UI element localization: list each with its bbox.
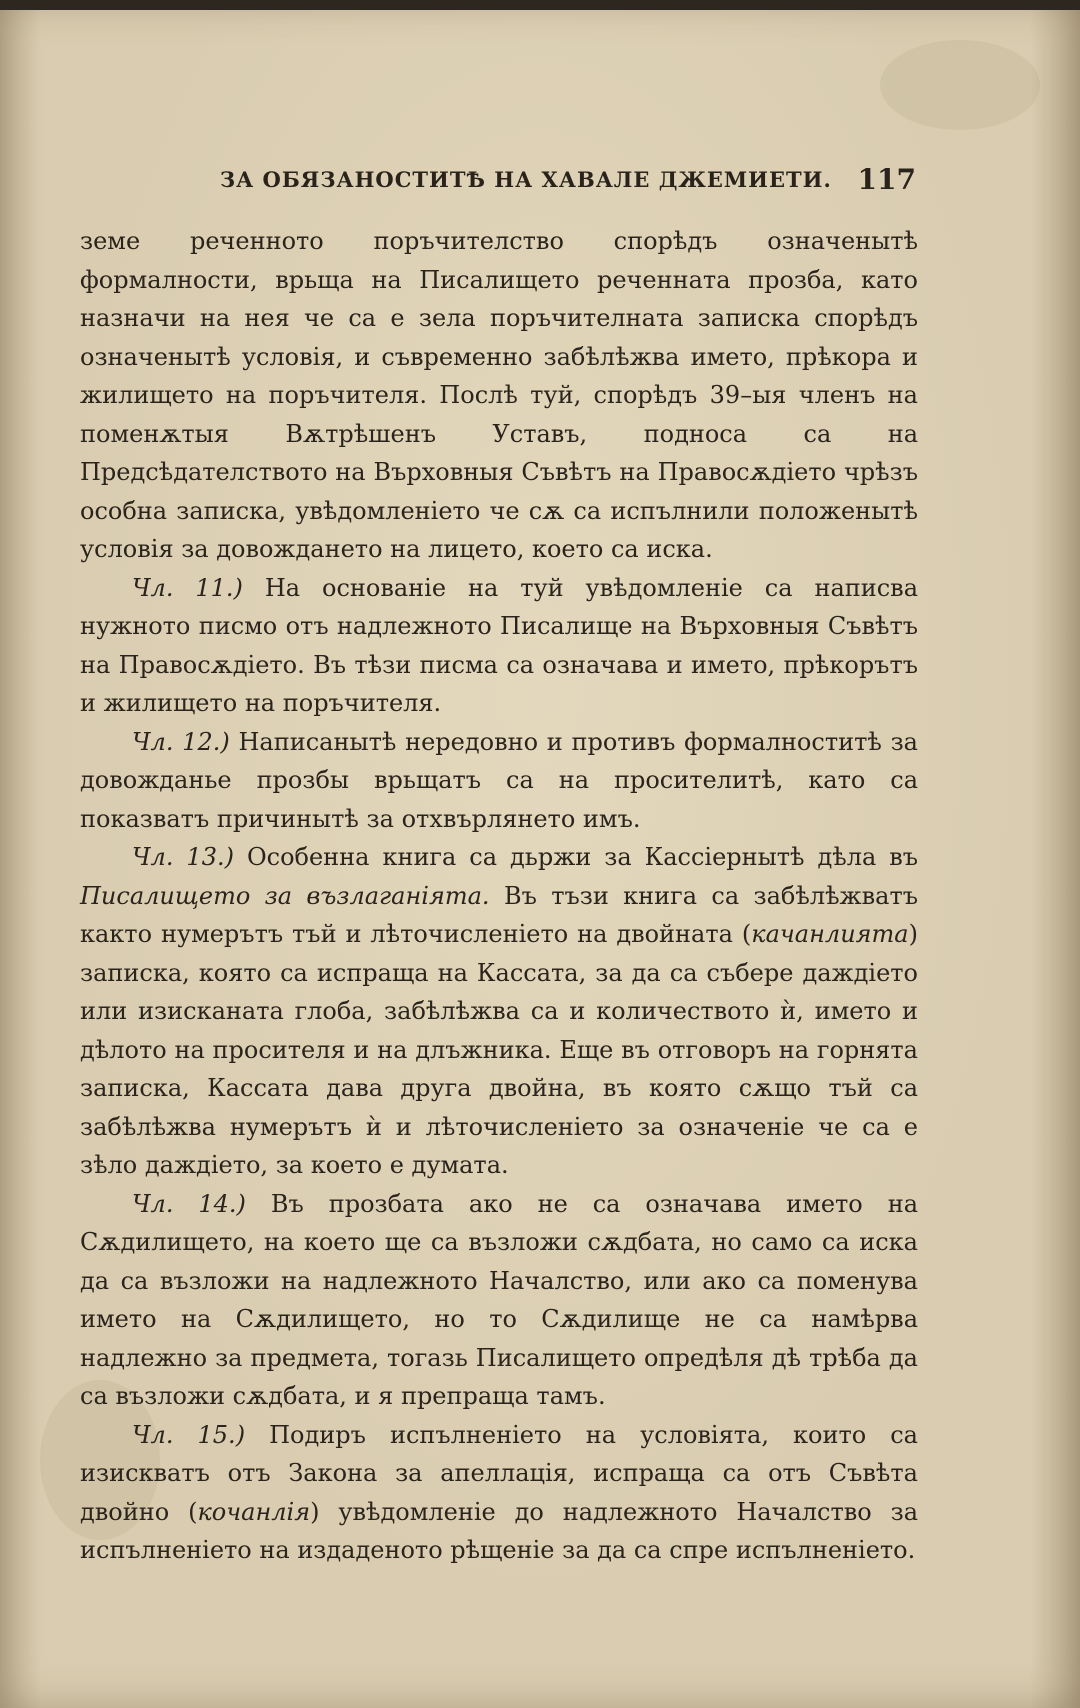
body-text: [80, 222, 918, 1570]
article-13: [80, 838, 918, 1185]
article-14: [80, 1185, 918, 1416]
article-text: Особенна книга са дьржи за Кассіернытѣ дѣла въ: [246, 843, 919, 871]
paragraph-continuation: [80, 222, 918, 569]
article-label: Чл. 14.): [132, 1189, 246, 1218]
article-12: [80, 723, 918, 839]
article-text: Написанытѣ нередовно и противъ формалноститѣ за довожданье прозбы врьщатъ са на просителитѣ, като са показватъ причинытѣ за отхвърлянето имъ.: [80, 727, 918, 833]
article-text: Въ тъзи книга са забѣлѣжватъ както нумерътъ тъй и лѣточисленіето на двойната (: [80, 881, 918, 948]
article-label: Чл. 11.): [132, 573, 243, 602]
article-15: [80, 1416, 918, 1570]
article-11: [80, 569, 918, 723]
article-label: Чл. 15.): [132, 1420, 246, 1449]
article-text: ) записка, която са испраща на Кассата, за да са събере даждіето или изисканата глоба, забѣлѣжва са и количеството ѝ, името и дѣлото на просителя и на длъжника. Еще въ отговоръ на горнята записка, Кассата дава друга двойна, въ която сѫщо тъй са забѣлѣжва нумерътъ ѝ и лѣточисленіето за означеніе че са е зѣло даждіето, за което е думата.: [80, 920, 918, 1179]
article-text: Подиръ испълненіето на условіята, които са изискватъ отъ Закона за апеллація, испраща са отъ Съвѣта двойно (: [80, 1420, 918, 1526]
article-italic-term: Писалището за възлаганіята.: [80, 881, 490, 910]
running-header: [212, 163, 916, 203]
page-top-edge: [0, 0, 1080, 10]
article-text: На основаніе на туй увѣдомленіе са написва нужното писмо отъ надлежното Писалище на Върховныя Съвѣтъ на Правосѫдіето. Въ тѣзи писма са означава и името, прѣкорътъ и жилището на поръчителя.: [80, 573, 919, 717]
page-number: 117: [857, 163, 916, 196]
article-label: Чл. 12.): [132, 727, 230, 756]
article-label: Чл. 13.): [132, 843, 234, 871]
article-text: Въ прозбата ако не са означава името на Сѫдилището, на което ще са възложи сѫдбата, но само са иска да са възложи на надлежното Началство, или ако са поменува името на Сѫдилището, но то Сѫдилище не са намѣрва надлежно за предмета, тогазь Писалището опредѣля дѣ трѣба да са възложи сѫдбата, и я препраща тамъ.: [80, 1189, 918, 1410]
article-text: ) увѣдомленіе до надлежното Началство за испълненіето на издаденото рѣщеніе за да са спре испълненіето.: [80, 1497, 919, 1564]
paragraph-text: земе реченното поръчителство спорѣдъ означенытѣ формалности, врьща на Писалището реченната прозба, като назначи на нея че са е зела поръчителната записка спорѣдъ означенытѣ условія, и съвременно забѣлѣжва името, прѣкора и жилището на поръчителя. Послѣ туй, спорѣдъ 39–ыя членъ на поменѫтыя Вѫтрѣшенъ Уставъ, подноса са на Предсѣдателството на Върховныя Съвѣтъ на Правосѫдіето чрѣзъ особна записка, увѣдомленіето че сѫ са испълнили положенытѣ условія за довождането на лицето, което са иска.: [80, 227, 918, 563]
article-italic-term: кочанлія: [197, 1497, 311, 1526]
header-title: ЗА ОБЯЗАНОСТИТѢ НА ХАВАЛЕ ДЖЕМИЕТИ.: [220, 167, 832, 192]
article-italic-term: качанлията: [751, 920, 909, 948]
paper-stain: [880, 40, 1040, 130]
